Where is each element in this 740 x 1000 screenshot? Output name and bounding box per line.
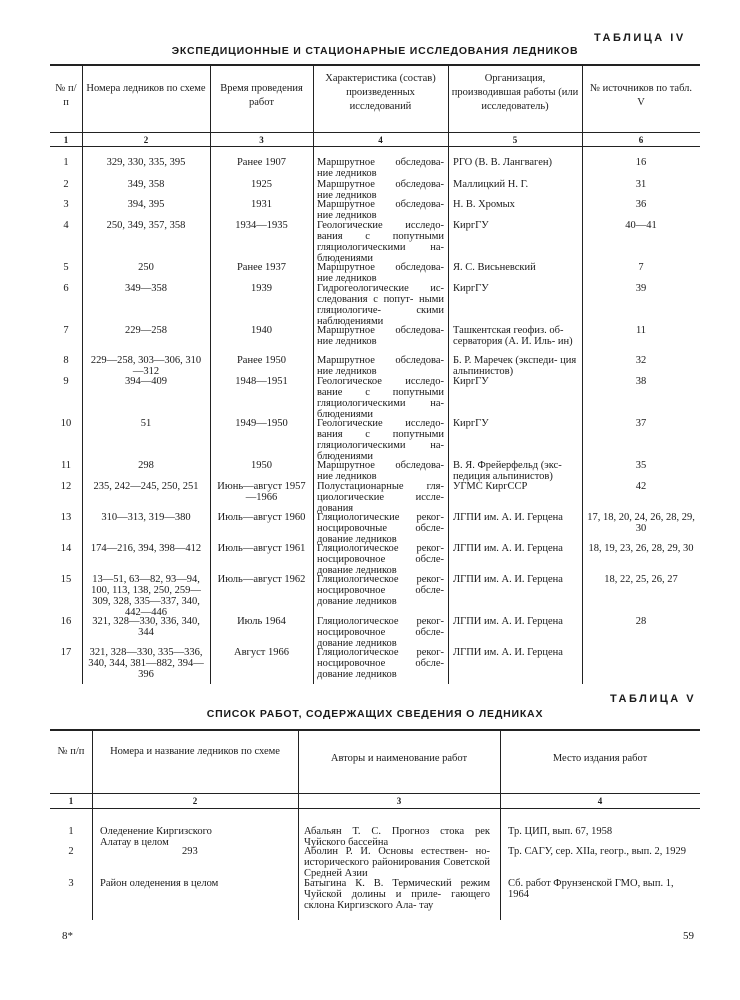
table-iv-characteristic: Гидрогеологические ис- следования с попут- ными гляциологиче- скими наблюдениями	[317, 283, 444, 327]
table-iv-glacier-numbers: 310—313, 319—380	[101, 512, 191, 523]
page-number: 59	[683, 930, 694, 942]
table-iv-glacier-numbers: 51	[140, 418, 152, 429]
table-iv-numbers-rule	[50, 146, 700, 147]
table-v-column-number: 2	[192, 796, 198, 806]
table-iv-column-number: 2	[143, 135, 149, 145]
table-iv-glacier-numbers: 329, 330, 335, 395	[106, 157, 186, 168]
table-iv-characteristic: Геологические исследо- вания с попутными гляциологическими на- блюдениями	[317, 418, 444, 462]
table-v-col-divider	[92, 729, 93, 920]
table-v-glacier: Район оледенения в целом	[100, 878, 219, 889]
table-v-authors: Абальян Т. С. Прогноз стока рек Чуйского бассейна	[304, 826, 490, 848]
table-iv-time: 1934—1935	[235, 220, 288, 231]
table-iv-glacier-numbers: 394—409	[125, 376, 167, 387]
table-iv-row-number: 9	[63, 376, 69, 387]
table-iv-organization: Б. Р. Маречек (экспеди- ция альпинистов)	[453, 355, 577, 377]
table-iv-organization: ЛГПИ им. А. И. Герцена	[453, 543, 563, 554]
table-iv-organization: Я. С. Висьневский	[453, 262, 536, 273]
table-v-place: Сб. работ Фрунзенской ГМО, вып. 1, 1964	[508, 878, 674, 900]
table-iv-row-number: 14	[60, 543, 72, 554]
table-iv-time: Июль—август 1962	[217, 574, 306, 585]
table-iv-characteristic: Геологическое исследо- вание с попутными гляциологическими на- блюдениями	[317, 376, 444, 420]
table-v-column-number: 4	[597, 796, 603, 806]
table-iv-source-numbers: 32	[635, 355, 647, 366]
table-iv-characteristic: Гляциологическое реког- носцировочное обсле- дование ледников	[317, 616, 444, 649]
table-iv-organization: В. Я. Фрейерфельд (экс- педиция альпинистов)	[453, 460, 562, 482]
table-iv-source-numbers: 17, 18, 20, 24, 26, 28, 29, 30	[587, 512, 695, 534]
table-iv-column-number: 3	[259, 135, 264, 145]
table-v-authors: Аболин Р. И. Основы естествен- но-исторического районирования Советской Средней Азии	[304, 846, 490, 879]
table-iv-time: Ранее 1937	[236, 262, 287, 273]
table-iv-glacier-numbers: 250	[138, 262, 154, 273]
table-iv-time: Август 1966	[234, 647, 289, 658]
table-iv-glacier-numbers: 174—216, 394, 398—412	[90, 543, 202, 554]
table-iv-time: 1939	[251, 283, 272, 294]
table-iv-glacier-numbers: 394, 395	[127, 199, 165, 210]
table-iv-source-numbers: 35	[635, 460, 647, 471]
table-iv-organization: КиргГУ	[453, 283, 489, 294]
table-iv-row-number: 15	[60, 574, 72, 585]
table-iv-time: 1949—1950	[235, 418, 288, 429]
table-iv-glacier-numbers: 229—258	[125, 325, 167, 336]
table-iv-organization: Маллицкий Н. Г.	[453, 179, 529, 190]
table-iv-characteristic: Маршрутное обследова- ние ледников	[317, 157, 444, 179]
table-iv-source-numbers: 36	[635, 199, 647, 210]
table-iv-col-divider	[82, 64, 83, 684]
signature-mark: 8*	[62, 930, 73, 942]
table-iv-characteristic: Гляциологические реког- носцировочные обсле- дование ледников	[317, 512, 444, 545]
table-v-row-number: 3	[68, 878, 74, 889]
table-iv-row-number: 12	[60, 481, 72, 492]
table-iv-glacier-numbers: 321, 328—330, 335—336, 340, 344, 381—882, 394—396	[88, 647, 204, 680]
table-v-col-divider	[500, 729, 501, 920]
table-v-numbers-rule	[50, 808, 700, 809]
table-iv-header-cell: № источников по табл. V	[589, 83, 693, 108]
table-iv-characteristic: Геологические исследо- вания с попутными гляциологическими на- блюдениями	[317, 220, 444, 264]
table-iv-header-cell: Номера ледников по схеме	[86, 83, 206, 94]
table-iv-col-divider	[313, 64, 314, 684]
table-iv-characteristic: Маршрутное обследова- ние ледников	[317, 179, 444, 201]
table-iv-organization: РГО (В. В. Лангваген)	[453, 157, 552, 168]
table-iv-row-number: 17	[60, 647, 72, 658]
table-iv-glacier-numbers: 229—258, 303—306, 310—312	[90, 355, 202, 377]
table-iv-characteristic: Маршрутное обследова- ние ледников	[317, 460, 444, 482]
table-iv-header-cell: № п/п	[55, 83, 77, 108]
table-iv-row-number: 13	[60, 512, 72, 523]
table-iv-glacier-numbers: 298	[138, 460, 154, 471]
table-iv-organization: Н. В. Хромых	[453, 199, 515, 210]
table-iv-organization: УГМС КиргССР	[453, 481, 528, 492]
table-iv-time: 1925	[251, 179, 272, 190]
table-v-column-number: 1	[68, 796, 74, 806]
table-iv-source-numbers: 39	[635, 283, 647, 294]
table-iv-col-divider	[582, 64, 583, 684]
table-iv-characteristic: Маршрутное обследова- ние ледников	[317, 325, 444, 347]
table-iv-source-numbers: 28	[635, 616, 647, 627]
table-iv-time: Июль—август 1960	[217, 512, 306, 523]
table-iv-characteristic: Полустационарные гля- циологические иссле- дования	[317, 481, 444, 514]
table-iv-organization: ЛГПИ им. А. И. Герцена	[453, 574, 563, 585]
table-iv-row-number: 10	[60, 418, 72, 429]
table-iv-row-number: 5	[63, 262, 69, 273]
table-iv-row-number: 4	[63, 220, 69, 231]
table-v-header-cell: Номера и название ледников по схеме	[110, 746, 280, 757]
table-iv-source-numbers: 37	[635, 418, 647, 429]
table-iv-time: 1948—1951	[235, 376, 288, 387]
table-iv-time: 1950	[251, 460, 272, 471]
table-iv-glacier-numbers: 349—358	[125, 283, 167, 294]
table-iv-row-number: 1	[63, 157, 69, 168]
table-iv-column-number: 6	[638, 135, 644, 145]
table-iv-time: 1940	[251, 325, 272, 336]
table-iv-time: Июль 1964	[237, 616, 286, 627]
table-iv-row-number: 3	[63, 199, 69, 210]
table-iv-column-number: 5	[512, 135, 518, 145]
table-iv-organization: КиргГУ	[453, 376, 489, 387]
table-v-title: СПИСОК РАБОТ, СОДЕРЖАЩИХ СВЕДЕНИЯ О ЛЕДНИКАХ	[206, 708, 544, 720]
table-iv-column-number: 1	[63, 135, 69, 145]
table-iv-row-number: 11	[60, 460, 72, 471]
table-iv-col-divider	[448, 64, 449, 684]
table-iv-time: Ранее 1950	[236, 355, 287, 366]
table-iv-characteristic: Гляциологическое реког- носцировочное обсле- дование ледников	[317, 647, 444, 680]
table-v-authors: Батыгина К. В. Термический режим Чуйской долины и приле- гающего склона Киргизского Ала- тау	[304, 878, 490, 911]
table-iv-organization: ЛГПИ им. А. И. Герцена	[453, 616, 563, 627]
table-iv-organization: ЛГПИ им. А. И. Герцена	[453, 647, 563, 658]
table-iv-time: Июль—август 1961	[217, 543, 306, 554]
table-v-header-cell: Авторы и наименование работ	[330, 753, 468, 764]
table-v-column-number: 3	[396, 796, 402, 806]
table-iv-glacier-numbers: 250, 349, 357, 358	[106, 220, 186, 231]
table-iv-col-divider	[210, 64, 211, 684]
table-v-place: Тр. ЦИП, вып. 67, 1958	[508, 826, 613, 837]
table-v-label: ТАБЛИЦА V	[610, 693, 697, 705]
table-iv-characteristic: Маршрутное обследова- ние ледников	[317, 199, 444, 221]
table-iv-source-numbers: 18, 22, 25, 26, 27	[604, 574, 678, 585]
table-iv-time: Июнь—август 1957—1966	[217, 481, 306, 503]
table-iv-characteristic: Маршрутное обследова- ние ледников	[317, 262, 444, 284]
table-iv-source-numbers: 40—41	[625, 220, 657, 231]
table-iv-source-numbers: 18, 19, 23, 26, 28, 29, 30	[588, 543, 694, 554]
table-iv-source-numbers: 11	[635, 325, 647, 336]
table-iv-organization: Ташкентская геофиз. об- серватория (А. И. Иль- ин)	[453, 325, 573, 347]
table-v-header-rule	[50, 793, 700, 794]
table-iv-header-cell: Время проведения работ	[220, 83, 303, 108]
table-iv-source-numbers: 31	[635, 179, 647, 190]
table-v-place: Тр. САГУ, сер. XIIa, геогр., вып. 2, 1929	[508, 846, 686, 857]
table-iv-organization: ЛГПИ им. А. И. Герцена	[453, 512, 563, 523]
table-v-header-cell: Место издания работ	[552, 753, 648, 764]
table-iv-header-rule	[50, 132, 700, 133]
table-iv-header-cell: Организация, производившая работы (или исследователь)	[451, 73, 579, 112]
table-iv-row-number: 8	[63, 355, 69, 366]
table-v-glacier: Оледенение Киргизского Алатау в целом	[100, 826, 212, 848]
table-iv-title: ЭКСПЕДИЦИОННЫЕ И СТАЦИОНАРНЫЕ ИССЛЕДОВАНИЯ ЛЕДНИКОВ	[171, 45, 579, 57]
table-iv-source-numbers: 38	[635, 376, 647, 387]
table-iv-time: 1931	[251, 199, 272, 210]
table-iv-source-numbers: 7	[638, 262, 644, 273]
table-v-header-cell: № п/п	[57, 746, 85, 757]
table-iv-glacier-numbers: 235, 242—245, 250, 251	[93, 481, 199, 492]
table-iv-header-cell: Характеристика (состав) произведенных исследований	[325, 73, 436, 112]
table-iv-label: ТАБЛИЦА IV	[594, 32, 686, 44]
table-iv-characteristic: Гляциологическое реког- носцировочное обсле- дование ледников	[317, 574, 444, 607]
table-iv-column-number: 4	[378, 135, 383, 145]
table-iv-source-numbers: 42	[635, 481, 647, 492]
table-v-top-rule	[50, 729, 700, 731]
table-iv-glacier-numbers: 13—51, 63—82, 93—94, 100, 113, 138, 250, 259—309, 328, 335—337, 340, 442—446	[91, 574, 201, 618]
table-iv-row-number: 16	[60, 616, 72, 627]
table-iv-row-number: 6	[63, 283, 69, 294]
table-v-row-number: 2	[68, 846, 74, 857]
table-iv-row-number: 2	[63, 179, 69, 190]
table-iv-time: Ранее 1907	[236, 157, 287, 168]
table-iv-row-number: 7	[63, 325, 69, 336]
table-iv-characteristic: Маршрутное обследова- ние ледников	[317, 355, 444, 377]
table-iv-glacier-numbers: 321, 328—330, 336, 340, 344	[92, 616, 200, 638]
table-v-row-number: 1	[68, 826, 74, 837]
table-iv-characteristic: Гляциологическое реког- носцировочное обсле- дование ледников	[317, 543, 444, 576]
table-iv-organization: КиргГУ	[453, 220, 489, 231]
table-iv-top-rule	[50, 64, 700, 66]
table-v-glacier: 293	[182, 846, 198, 857]
table-v-col-divider	[298, 729, 299, 920]
table-iv-source-numbers: 16	[635, 157, 647, 168]
table-iv-glacier-numbers: 349, 358	[127, 179, 165, 190]
table-iv-organization: КиргГУ	[453, 418, 489, 429]
